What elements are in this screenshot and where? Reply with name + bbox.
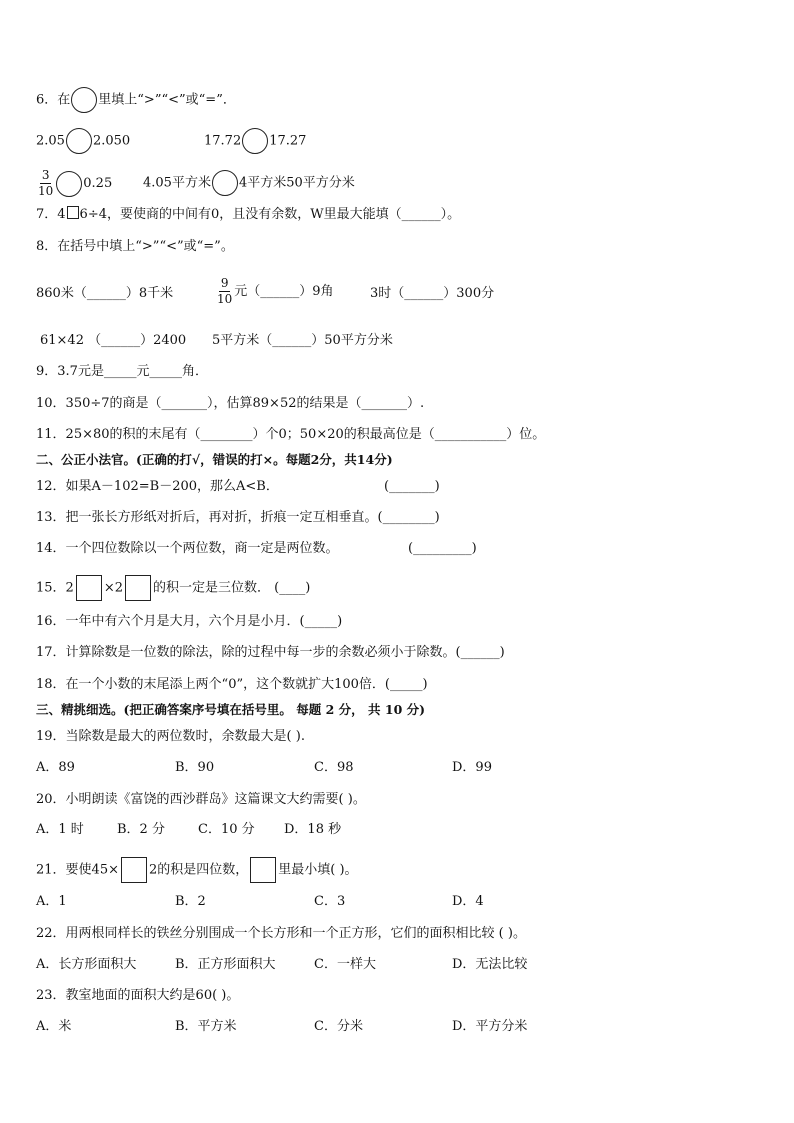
q8-b: [215, 276, 334, 307]
q6-b-right: 17.27: [269, 133, 307, 149]
q23-option-c[interactable]: C．分米: [314, 1019, 363, 1034]
q8-e: 5平方米（______）50平方分米: [212, 333, 393, 348]
q20-stem: 20．小明朗读《富饶的西沙群岛》这篇课文大约需要( )。: [36, 792, 366, 807]
answer-circle[interactable]: [56, 171, 82, 197]
fraction-denominator: 10: [38, 184, 54, 198]
q20-option-c[interactable]: C．10 分: [198, 822, 255, 837]
digit-box[interactable]: [125, 575, 151, 601]
q21-option-a[interactable]: A．1: [36, 894, 67, 909]
q18: 18．在一个小数的末尾添上两个“0”，这个数就扩大100倍．(_____): [36, 677, 428, 692]
q23-option-b[interactable]: B．平方米: [175, 1019, 237, 1034]
q22-stem: 22．用两根同样长的铁丝分别围成一个长方形和一个正方形，它们的面积相比较 ( )。: [36, 926, 526, 941]
q6-d-right: 4平方米50平方分米: [238, 175, 355, 191]
q6-row2: [36, 168, 112, 199]
q20-option-d[interactable]: D．18 秒: [284, 822, 342, 837]
q19-stem: 19．当除数是最大的两位数时，余数最大是( ).: [36, 729, 305, 744]
q14-blank: (_________): [408, 541, 477, 556]
q8-stem: 8．在括号中填上“>”“<”或“=”。: [36, 239, 234, 254]
answer-circle[interactable]: [71, 87, 97, 113]
answer-circle[interactable]: [212, 170, 238, 196]
q6-stem-post: 里填上“>”“<”或“=”．: [98, 92, 236, 108]
digit-box[interactable]: [250, 857, 276, 883]
q22-option-d[interactable]: D．无法比较: [452, 957, 528, 972]
q6-stem-pre: 6．在: [36, 92, 71, 108]
q8-d: 61×42 （______）2400: [40, 333, 187, 348]
q11: 11．25×80的积的末尾有（________）个0；50×20的积最高位是（___________）位。: [36, 427, 546, 442]
answer-circle[interactable]: [66, 128, 92, 154]
fraction-numerator: 9: [220, 276, 229, 290]
q19-option-a[interactable]: A．89: [36, 760, 75, 775]
q23-option-a[interactable]: A．米: [36, 1019, 72, 1034]
q19-option-c[interactable]: C．98: [314, 760, 354, 775]
q23-stem: 23．教室地面的面积大约是60( )。: [36, 988, 240, 1003]
q8-a: 860米（______）8千米: [36, 286, 174, 301]
q21-a: 21．要使45×: [36, 862, 119, 878]
q21-option-b[interactable]: B．2: [175, 894, 206, 909]
q6-b-left: 17.72: [204, 133, 242, 149]
q21-stem: [36, 857, 358, 883]
q15-a: 15．2: [36, 580, 74, 596]
q22-option-a[interactable]: A．长方形面积大: [36, 957, 137, 972]
q15-b: ×2: [103, 580, 123, 596]
q22-option-b[interactable]: B．正方形面积大: [175, 957, 276, 972]
digit-box[interactable]: [121, 857, 147, 883]
q21-option-c[interactable]: C．3: [314, 894, 346, 909]
digit-box[interactable]: [76, 575, 102, 601]
q16: 16．一年中有六个月是大月，六个月是小月．(_____): [36, 614, 343, 629]
section-2-heading: 二、公正小法官。(正确的打√，错误的打×。每题2分，共14分): [36, 452, 393, 467]
q6-row1: [36, 128, 130, 154]
q9: 9．3.7元是_____元_____角．: [36, 364, 208, 379]
q7-pre: 7．4: [36, 207, 66, 222]
q6-a-right: 2.050: [92, 133, 131, 149]
q12-blank: (_______): [384, 479, 440, 494]
q7-post: 6÷4，要使商的中间有0，且没有余数，W里最大能填（______）。: [79, 207, 461, 222]
fraction-denominator: 10: [217, 292, 233, 306]
q8-b-post: 元（______）9角: [234, 284, 334, 299]
q21-b: 2的积是四位数，: [148, 862, 249, 878]
q20-option-b[interactable]: B．2 分: [117, 822, 165, 837]
section-3-heading: 三、精挑细选。(把正确答案序号填在括号里。 每题 2 分， 共 10 分): [36, 702, 426, 717]
answer-circle[interactable]: [242, 128, 268, 154]
q12: 12．如果A－102=B－200，那么A<B．: [36, 479, 279, 494]
q23-option-d[interactable]: D．平方分米: [452, 1019, 528, 1034]
q22-option-c[interactable]: C．一样大: [314, 957, 376, 972]
q6-c-right: 0.25: [83, 176, 113, 191]
fraction-numerator: 3: [41, 168, 50, 182]
q10: 10．350÷7的商是（_______），估算89×52的结果是（_______）.: [36, 396, 425, 411]
q17: 17．计算除数是一位数的除法，除的过程中每一步的余数必须小于除数。(______): [36, 645, 505, 660]
q21-c: 里最小填( )。: [278, 862, 358, 878]
q15-c: 的积一定是三位数． (____): [153, 580, 311, 596]
q6-d-left: 4.05平方米: [143, 175, 211, 191]
q6-a-left: 2.05: [36, 133, 65, 149]
digit-box[interactable]: [67, 206, 79, 219]
q8-c: 3时（______）300分: [370, 286, 495, 301]
q6-stem: [36, 87, 236, 113]
q19-option-b[interactable]: B．90: [175, 760, 215, 775]
q20-option-a[interactable]: A．1 时: [36, 822, 84, 837]
q13: 13．把一张长方形纸对折后，再对折，折痕一定互相垂直。(________): [36, 510, 440, 525]
fraction: [36, 168, 55, 199]
q15: [36, 575, 310, 601]
q6-row1-b: [204, 128, 306, 154]
q14: 14．一个四位数除以一个两位数，商一定是两位数。: [36, 541, 339, 556]
q7: [36, 205, 460, 225]
fraction: [215, 276, 234, 307]
q19-option-d[interactable]: D．99: [452, 760, 492, 775]
q21-option-d[interactable]: D．4: [452, 894, 484, 909]
q6-row2-d: [143, 170, 355, 196]
